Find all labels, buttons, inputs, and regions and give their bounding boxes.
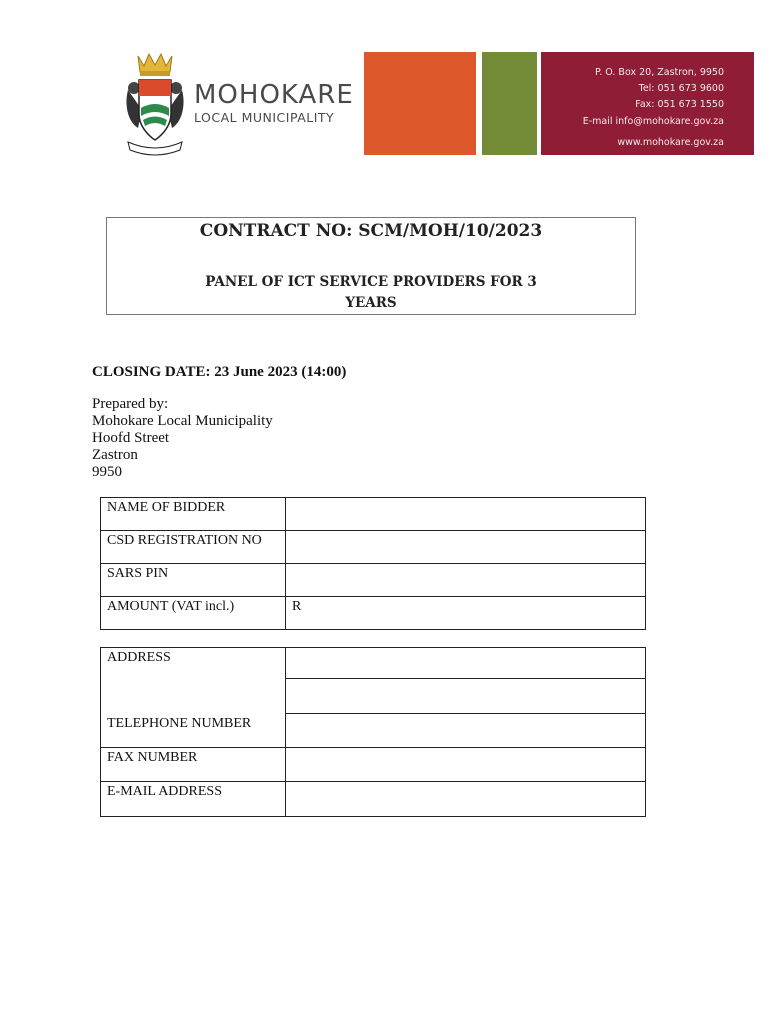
- fax-field[interactable]: [286, 748, 646, 782]
- table-row: [101, 714, 646, 748]
- prepared-by-label: Prepared by:: [92, 396, 169, 412]
- contract-title-box: [106, 217, 636, 315]
- contact-po-box: P. O. Box 20, Zastron, 9950: [595, 67, 724, 78]
- table-row: [101, 648, 646, 679]
- panel-title: [107, 272, 635, 314]
- email-field[interactable]: [286, 782, 646, 817]
- table-row: [101, 782, 646, 817]
- name-of-bidder-field[interactable]: [286, 498, 646, 531]
- contract-number: CONTRACT NO: SCM/MOH/10/2023: [199, 221, 543, 241]
- prepared-by-block: [92, 396, 273, 481]
- csd-registration-label: CSD REGISTRATION NO: [101, 531, 286, 564]
- contact-telephone: Tel: 051 673 9600: [638, 83, 724, 94]
- table-row: [101, 564, 646, 597]
- address-field-line-2[interactable]: [286, 679, 646, 714]
- table-row: [101, 531, 646, 564]
- address-details-table: [100, 647, 646, 817]
- contact-email[interactable]: E-mail info@mohokare.gov.za: [582, 116, 724, 127]
- table-row: [101, 597, 646, 630]
- telephone-label: TELEPHONE NUMBER: [101, 714, 286, 748]
- prepared-by-line: 9950: [92, 464, 122, 480]
- logo-subtitle: LOCAL MUNICIPALITY: [194, 110, 335, 125]
- amount-field[interactable]: R: [286, 597, 646, 630]
- bidder-details-table: [100, 497, 646, 630]
- prepared-by-line: Zastron: [92, 447, 138, 463]
- telephone-field[interactable]: [286, 714, 646, 748]
- table-row: [101, 498, 646, 531]
- csd-registration-field[interactable]: [286, 531, 646, 564]
- sars-pin-label: SARS PIN: [101, 564, 286, 597]
- header-band-orange: [364, 52, 476, 155]
- name-of-bidder-label: NAME OF BIDDER: [101, 498, 286, 531]
- prepared-by-line: Hoofd Street: [92, 430, 170, 446]
- amount-label: AMOUNT (VAT incl.): [101, 597, 286, 630]
- address-label: ADDRESS: [101, 648, 286, 714]
- header-band-maroon: [541, 52, 754, 155]
- panel-title-line-1: PANEL OF ICT SERVICE PROVIDERS FOR 3: [205, 274, 537, 290]
- closing-date: CLOSING DATE: 23 June 2023 (14:00): [92, 364, 347, 380]
- contact-website[interactable]: www.mohokare.gov.za: [617, 137, 724, 148]
- municipal-crest-icon: [122, 50, 188, 158]
- logo-name: MOHOKARE: [194, 80, 354, 110]
- panel-title-line-2: YEARS: [345, 295, 397, 311]
- municipality-logo: [122, 50, 352, 160]
- table-row: [101, 748, 646, 782]
- sars-pin-field[interactable]: [286, 564, 646, 597]
- fax-label: FAX NUMBER: [101, 748, 286, 782]
- header-band-green: [482, 52, 537, 155]
- contact-fax: Fax: 051 673 1550: [635, 99, 724, 110]
- prepared-by-line: Mohokare Local Municipality: [92, 413, 273, 429]
- address-field-line-1[interactable]: [286, 648, 646, 679]
- email-label: E-MAIL ADDRESS: [101, 782, 286, 817]
